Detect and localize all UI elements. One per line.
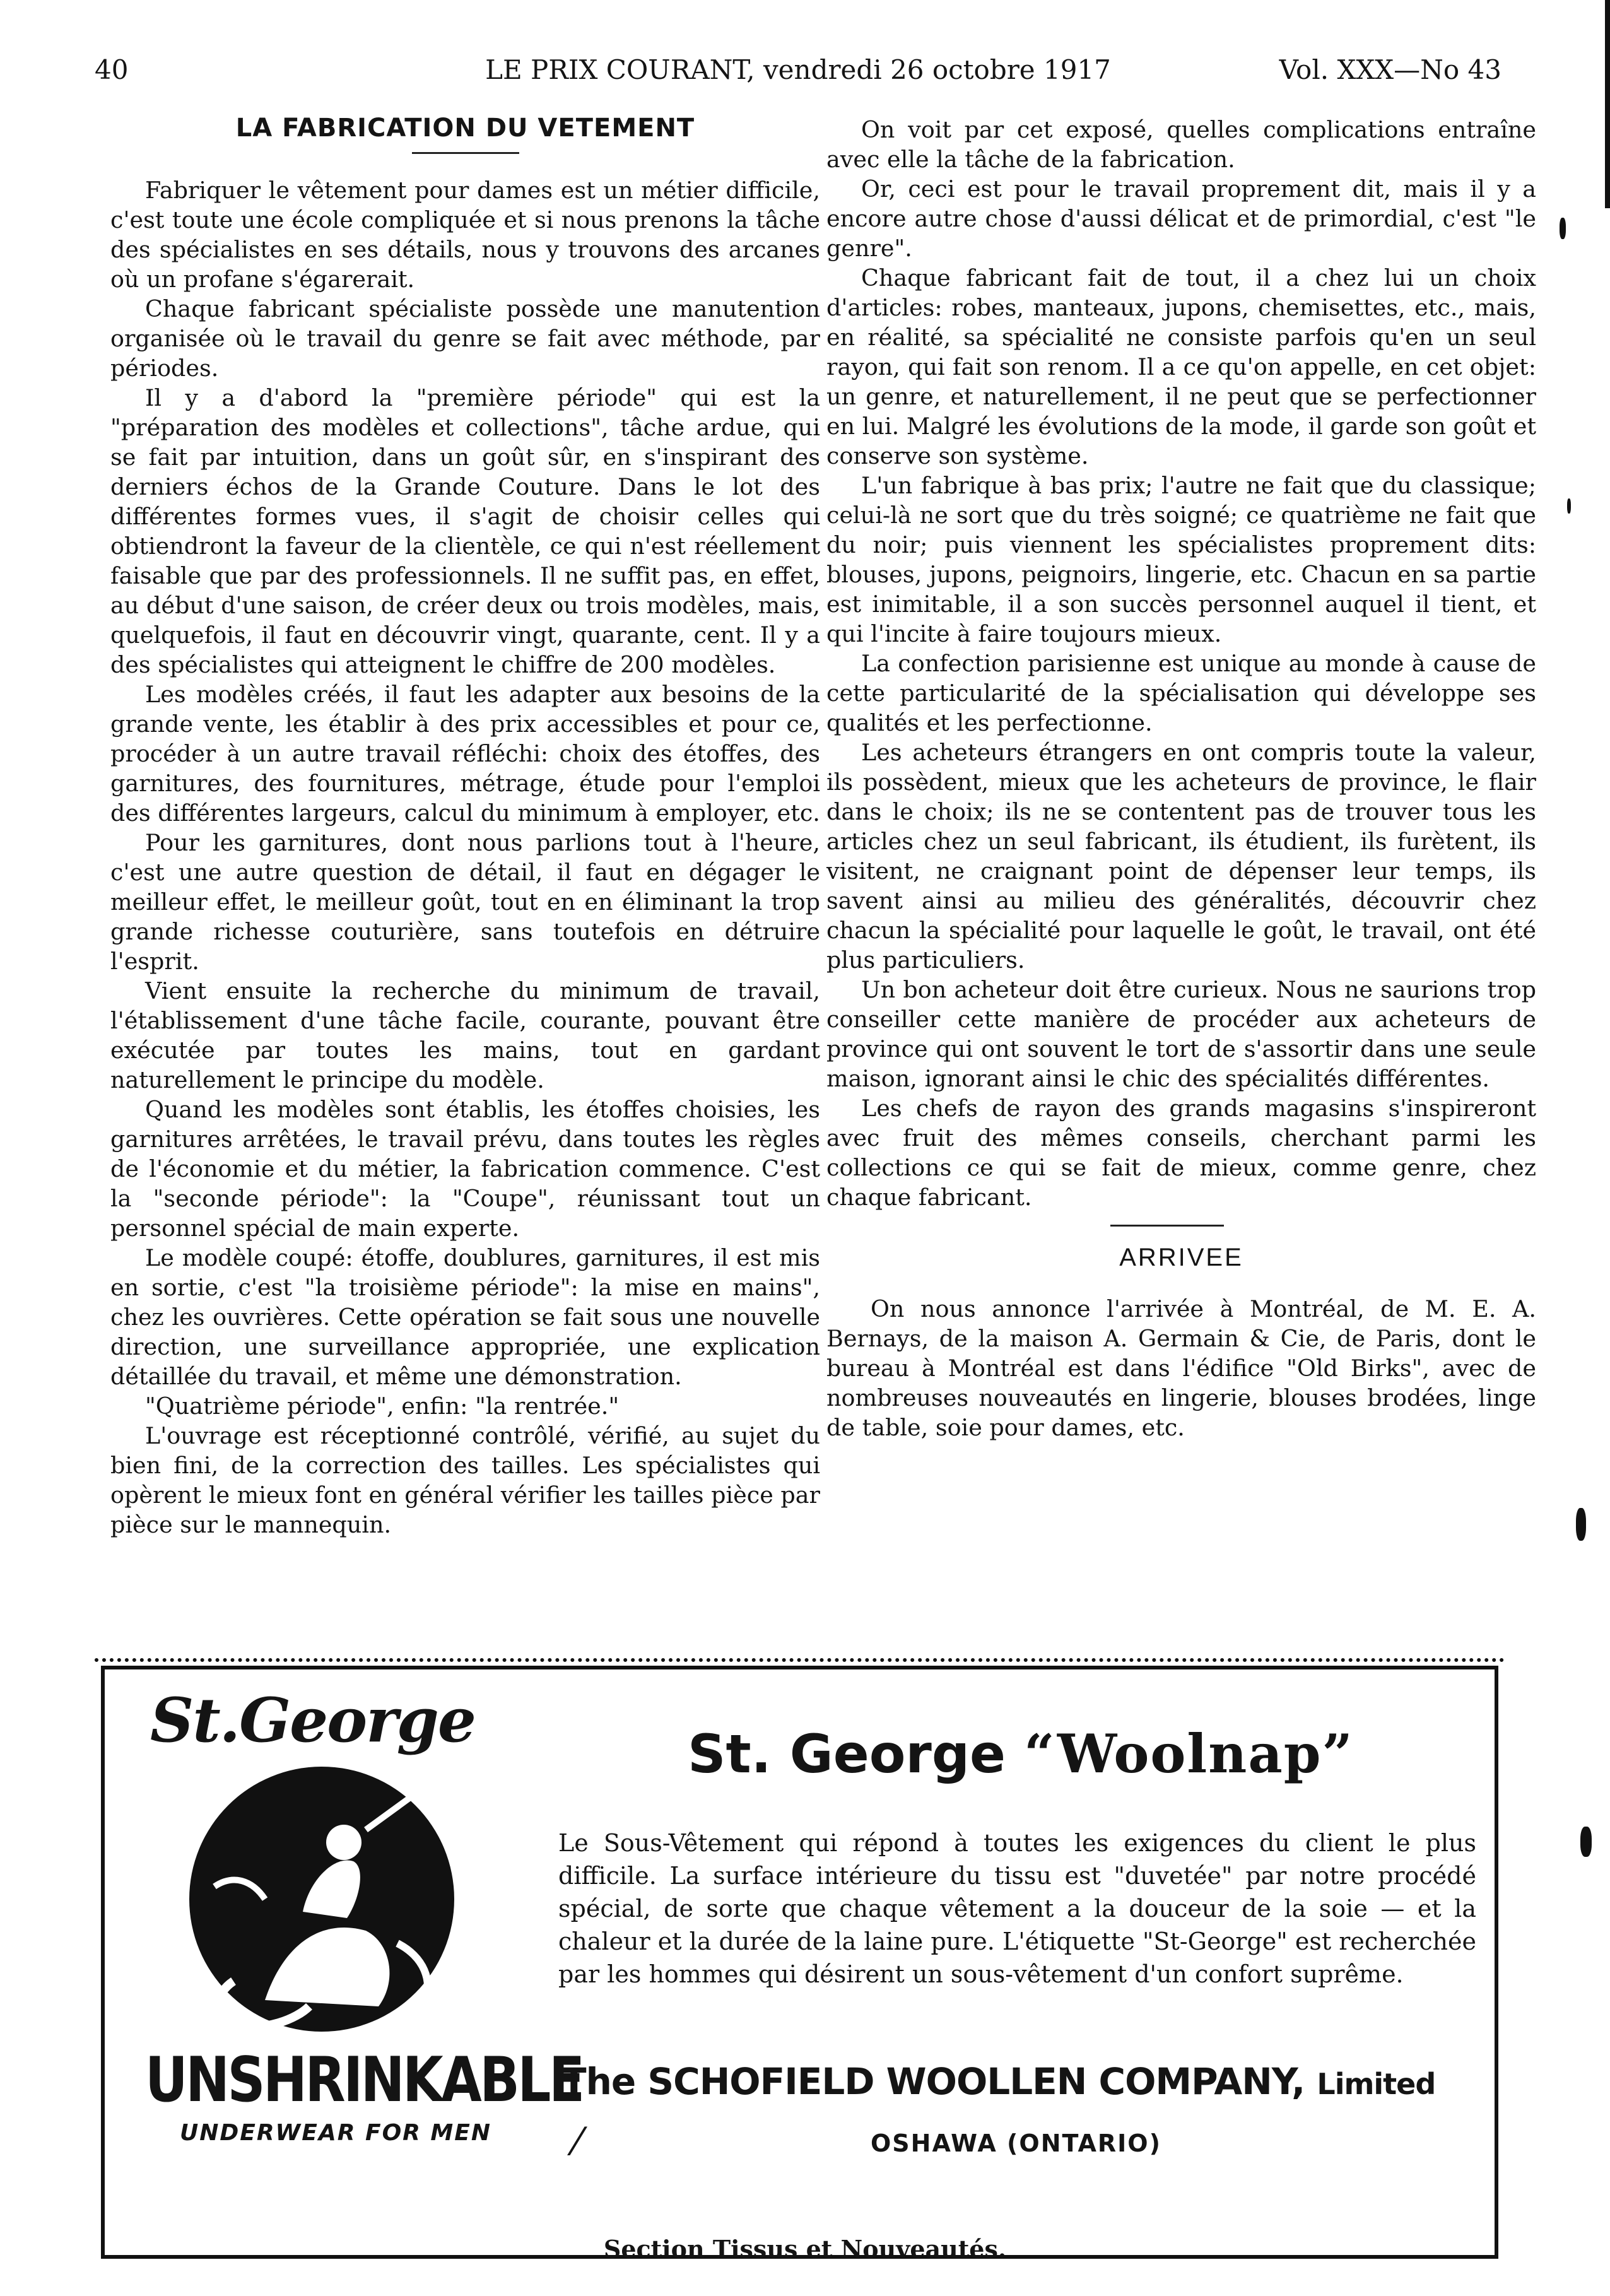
advertisement-title	[688, 1722, 1354, 1785]
article-paragraph: Chaque fabricant fait de tout, il a chez lui un choix d'articles: robes, manteaux, jupons, chemisettes, etc., mais, en réalité, sa spécialité ne consiste parfois qu'en un seul rayon, qui fait son renom. Il a ce qu'on appelle, en cet objet: un genre, et naturellement, il ne peut que se perfectionner en lui. Malgré les évolutions de la mode, il garde son goût et conserve son système.	[826, 264, 1536, 469]
margin-ink-blot	[1576, 1508, 1586, 1541]
article-paragraph: Vient ensuite la recherche du minimum de travail, l'établissement d'une tâche facile, courante, pouvant être exécutée par toutes les mains, tout en gardant naturellement le principe du modèle.	[110, 977, 820, 1093]
article-paragraph: Quand les modèles sont établis, les étoffes choisies, les garnitures arrêtées, le travail prévu, dans toutes les règles de l'économie et du métier, la fabrication commence. C'est la "seconde période": la "Coupe", réunissant tout un personnel spécial de main experte.	[110, 1096, 820, 1242]
arrivee-rule	[1110, 1225, 1224, 1227]
underwear-label: UNDERWEAR FOR MEN	[180, 2120, 491, 2146]
article-paragraph: "Quatrième période", enfin: "la rentrée."	[145, 1392, 620, 1420]
article-paragraph: Les chefs de rayon des grands magasins s'inspireront avec fruit des mêmes conseils, cherchant parmi les collections ce qui se fait de mieux, comme genre, chez chaque fabricant.	[826, 1095, 1536, 1211]
article-paragraph: L'un fabrique à bas prix; l'autre ne fait que du classique; celui-là ne sort que du très soigné; ce quatrième ne fait que du noir; puis viennent les spécialistes proprement dits: blouses, jupons, peignoirs, lingerie, etc. Chacun en sa partie est inimitable, il a son succès personnel auquel il tient, et qui l'incite à faire toujours mieux.	[826, 472, 1536, 647]
page-number: 40	[95, 54, 129, 85]
logo-script-text: St.George	[150, 1685, 475, 1756]
arrivee-title: ARRIVEE	[1119, 1244, 1243, 1271]
article-paragraph: On voit par cet exposé, quelles complications entraîne avec elle la tâche de la fabrication.	[826, 116, 1536, 173]
article-paragraph: Or, ceci est pour le travail proprement dit, mais il y a encore autre chose d'aussi délicat et de primordial, c'est "le genre".	[826, 175, 1536, 262]
article-paragraph: Fabriquer le vêtement pour dames est un métier difficile, c'est toute une école compliquée et si nous prenons la tâche des spécialistes en ses détails, nous y trouvons des arcanes où un profane s'égarerait.	[110, 177, 820, 293]
advertisement-body: Le Sous-Vêtement qui répond à toutes les exigences du client le plus difficile. La surface intérieure du tissu est "duvetée" par notre procédé spécial, de sorte que chaque vêtement a la douceur de la soie — et la chaleur et la durée de la laine pure. L'étiquette "St-George" est recherchée par les hommes qui désirent un sous-vêtement d'un confort suprême.	[558, 1829, 1476, 1988]
article-paragraph: Le modèle coupé: étoffe, doublures, garnitures, il est mis en sortie, c'est "la troisième période": la mise en mains", chez les ouvrières. Cette opération se fait sous une nouvelle direction, une surveillance appropriée, une explication détaillée du travail, et même une démonstration.	[110, 1244, 820, 1390]
company-name	[561, 2060, 1435, 2103]
section-footer: Section Tissus et Nouveautés.	[603, 2235, 1007, 2263]
pen-mark: ⁄	[574, 2120, 581, 2164]
page-edge-line	[1605, 0, 1610, 208]
article-column-left	[110, 114, 820, 1539]
article-paragraph: Pour les garnitures, dont nous parlions tout à l'heure, c'est une autre question de détail, il faut en dégager le meilleur effet, le meilleur goût, tout en en éliminant la trop grande richesse couturière, sans toutefois en détruire l'esprit.	[110, 829, 820, 975]
ad-title-main: St. George	[688, 1723, 1025, 1785]
article-paragraph: Un bon acheteur doit être curieux. Nous ne saurions trop conseiller cette manière de procéder aux acheteurs de province qui ont souvent le tort de s'assortir dans une seule maison, ignorant ainsi le chic des spécialités différentes.	[826, 976, 1536, 1092]
company-city: OSHAWA (ONTARIO)	[871, 2129, 1161, 2157]
margin-ink-blot	[1560, 218, 1566, 239]
advertisement-top-rule	[95, 1658, 1505, 1662]
article-paragraph: Les acheteurs étrangers en ont compris toute la valeur, ils possèdent, mieux que les acheteurs de province, le flair dans le choix; ils ne se contentent pas de trouver tous les articles chez un seul fabricant, ils étudient, ils furètent, ils visitent, ne craignant point de dépenser leur temps, ils savent ainsi au milieu des généralités, découvrir chez chacun la spécialité pour laquelle le goût, le travail, ont été plus particuliers.	[826, 739, 1536, 974]
article-column-right	[826, 115, 1536, 1442]
margin-ink-blot	[1567, 498, 1571, 514]
article-title: LA FABRICATION DU VETEMENT	[235, 114, 695, 143]
page-header	[95, 54, 1501, 98]
company-suffix: Limited	[1317, 2067, 1436, 2101]
st-george-dragon-illustration	[158, 1754, 486, 2038]
company-name-main: The SCHOFIELD WOOLLEN COMPANY,	[561, 2060, 1305, 2103]
st-george-logo	[145, 1685, 583, 2202]
volume-number: Vol. XXX—No 43	[1279, 54, 1501, 85]
article-paragraph: Chaque fabricant spécialiste possède une manutention organisée où le travail du genre se fait avec méthode, par périodes.	[110, 295, 820, 382]
unshrinkable-label: UNSHRINKABLE	[145, 2044, 583, 2116]
publication-title: LE PRIX COURANT, vendredi 26 octobre 1917	[485, 54, 1111, 85]
article-paragraph: La confection parisienne est unique au monde à cause de cette particularité de la spécialisation qui développe ses qualités et les perfectionne.	[826, 650, 1536, 736]
margin-ink-blot	[1580, 1827, 1592, 1857]
article-paragraph: L'ouvrage est réceptionné contrôlé, vérifié, au sujet du bien fini, de la correction des tailles. Les spécialistes qui opèrent le mieux font en général vérifier les tailles pièce par pièce sur le mannequin.	[110, 1422, 820, 1538]
title-rule	[412, 152, 519, 154]
article-paragraph: Les modèles créés, il faut les adapter aux besoins de la grande vente, les établir à des prix accessibles et pour ce, procéder à un autre travail réfléchi: choix des étoffes, des garnitures, des fournitures, métrage, étude pour l'emploi des différentes largeurs, calcul du minimum à employer, etc.	[110, 681, 820, 827]
article-paragraph: Il y a d'abord la "première période" qui est la "préparation des modèles et collections", tâche ardue, qui se fait par intuition, dans un goût sûr, en s'inspirant des derniers échos de la Grande Couture. Dans le lot des différentes formes vues, il s'agit de choisir celles qui obtiendront la faveur de la clientèle, ce qui n'est réellement faisable que par des professionnels. Il ne suffit pas, en effet, au début d'une saison, de créer deux ou trois modèles, mais, quelquefois, il faut en découvrir vingt, quarante, cent. Il y a des spécialistes qui atteignent le chiffre de 200 modèles.	[110, 384, 820, 678]
ad-title-brand: “Woolnap”	[1024, 1722, 1354, 1785]
arrivee-paragraph: On nous annonce l'arrivée à Montréal, de M. E. A. Bernays, de la maison A. Germain & Cie, de Paris, dont le bureau à Montréal est dans l'édifice "Old Birks", avec de nombreuses nouveautés en lingerie, blouses brodées, linge de table, soie pour dames, etc.	[826, 1295, 1536, 1441]
